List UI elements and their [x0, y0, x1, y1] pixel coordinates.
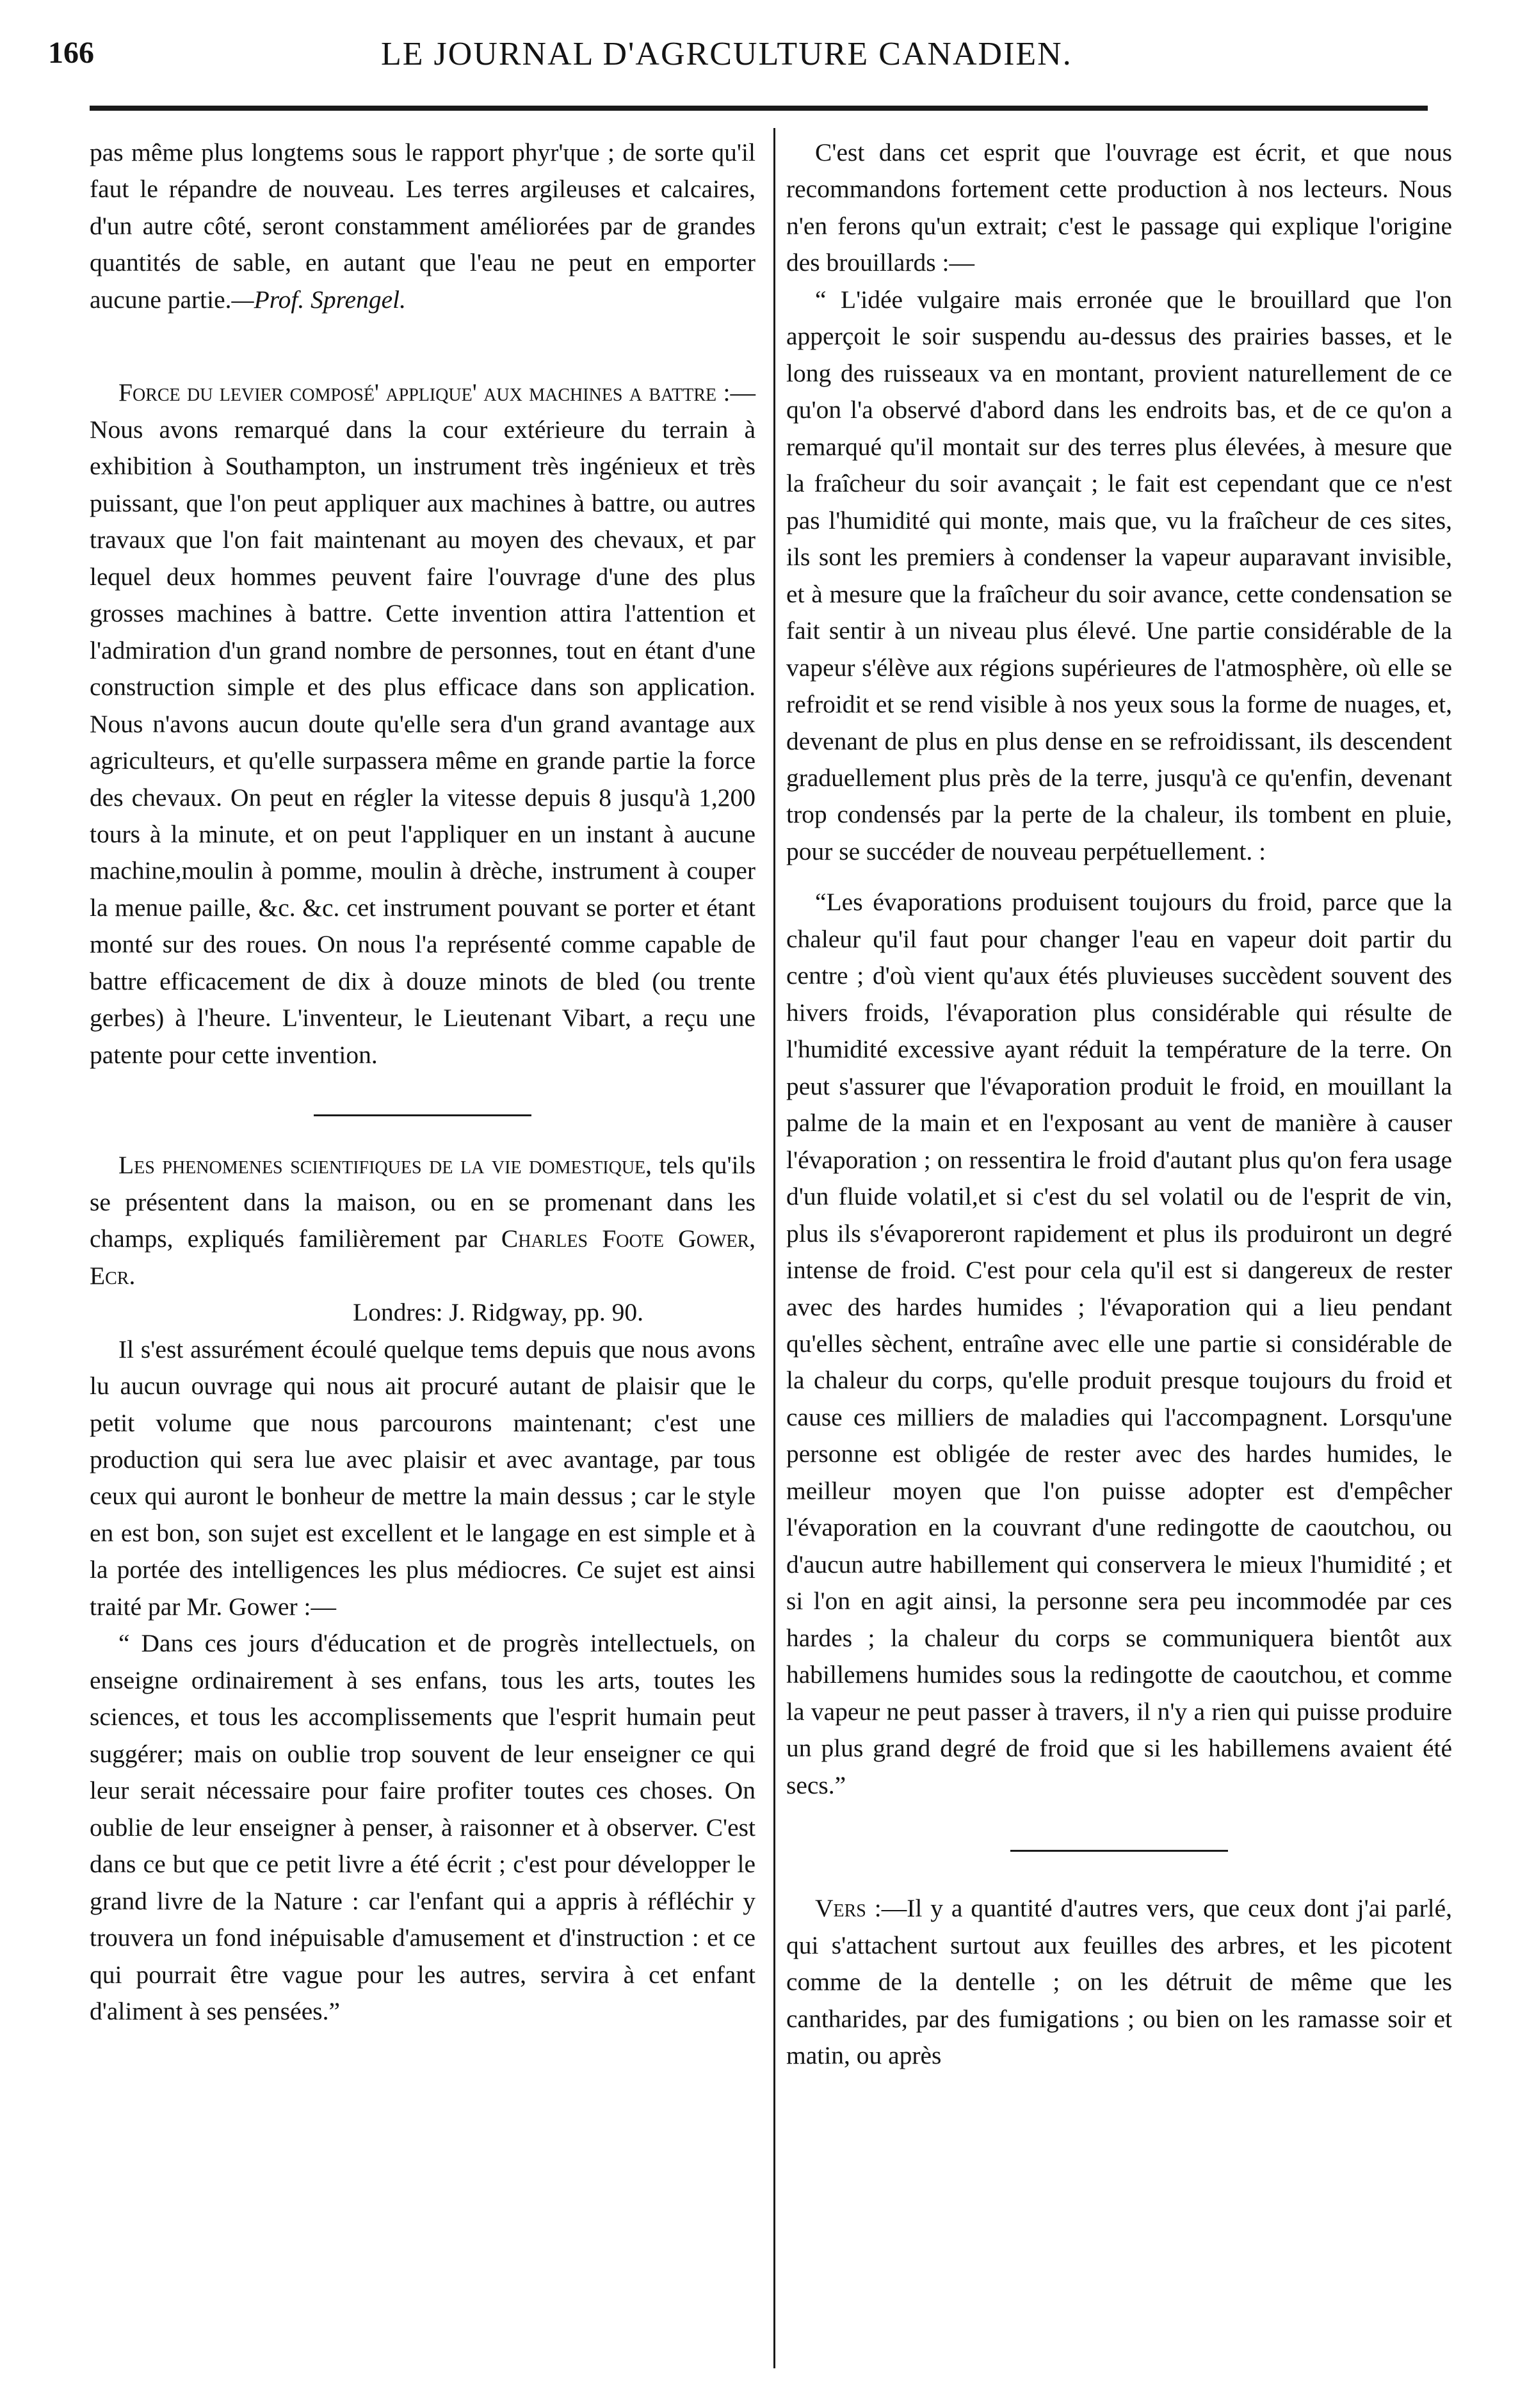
phenomena-quote: “ Dans ces jours d'éducation et de progrès intellectuels, on enseigne ordinairement à ses enfans, tous les arts, toutes les sciences, et tous les accomplissements que l'esprit humain peut suggérer; mais on oublie trop souvent de leur enseigner ce qui leur serait nécessaire pour faire profiter toutes ces choses. On oublie de leur enseigner à penser, à raisonner et à observer. C'est dans ce but que ce petit livre a été écrit ; c'est pour développer le grand livre de la Nature : car l'enfant qui a appris à réfléchir y trouvera un fond inépuisable d'amusement et d'instruction : et ce qui pourrait être vague pour les autres, servira à cet enfant d'aliment à ses pensées.” [90, 1629, 755, 2026]
section-separator [314, 1114, 531, 1116]
phenomena-paragraph-1: Il s'est assurément écoulé quelque tems depuis que nous avons lu aucun ouvrage qui nous ait procuré autant de plaisir que le petit volume que nous parcourons maintenant; c'est une production qui sera lue avec plaisir et avec avantage, par tous ceux qui auront le bonheur de mettre la main dessus ; car le style en est bon, son sujet est excellent et le langage en est simple et à la portée des intelligences les plus médiocres. Ce sujet est ainsi traité par Mr. Gower :— [90, 1335, 755, 1621]
attribution: —Prof. Sprengel. [231, 285, 406, 314]
right-column [786, 134, 1452, 2074]
column-divider [773, 128, 775, 2368]
header-rule [90, 106, 1428, 111]
article-thresher [90, 374, 755, 1073]
right-paragraph-fog: “ L'idée vulgaire mais erronée que le brouillard que l'on apperçoit le soir suspendu au-dessus des prairies basses, et le long des ruisseaux va en montant, provient naturellement de ce qu'on l'a observé d'abord dans les endroits bas, et de ce qu'on a remarqué qu'il montait sur des terres plus élevées, à mesure que la fraîcheur du soir avançait ; le fait est cependant que ce n'est pas l'humidité qui monte, mais que, vu la fraîcheur de ces sites, ils sont les premiers à condenser la vapeur auparavant invisible, et à mesure que la fraîcheur du soir avance, cette condensation se fait sentir à un niveau plus élevé. Une partie considérable de la vapeur s'élève aux régions supérieures de l'atmosphère, où elle se refroidit et se rend visible à nos yeux sous la forme de nuages, et, devenant de plus en plus dense en se refroidissant, ils descendent graduellement plus près de la terre, jusqu'à ce qu'enfin, devenant trop condensés par la perte de la chaleur, ils tombent en pluie, pour se succéder de nouveau perpétuellement. : [786, 285, 1452, 865]
publication-info: Londres: J. Ridgway, pp. 90. [353, 1298, 643, 1327]
phenomena-heading: Les phenomenes scientifiques de la vie domestique [118, 1151, 646, 1180]
running-title: LE JOURNAL D'AGRCULTURE CANADIEN. [381, 36, 1072, 72]
thresher-body: :—Nous avons remarqué dans la cour extérieure du terrain à exhibition à Southampton, un instrument très ingénieux et très puissant, que l'on peut appliquer aux machines à battre, ou autres travaux que l'on fait maintenant au moyen des chevaux, et par lequel deux hommes peuvent faire l'ouvrage d'une des plus grosses machines à battre. Cette invention attira l'attention et l'admiration d'un grand nombre de personnes, tout en étant d'une construction simple et des plus efficace dans son application. Nous n'avons aucun doute qu'elle sera d'un grand avantage aux agriculteurs, et qu'elle surpassera même en grande partie la force des chevaux. On peut en régler la vitesse depuis 8 jusqu'à 1,200 tours à la minute, et on peut l'appliquer en un instant à aucune machine,moulin à pomme, moulin à drèche, instrument à couper la menue paille, &c. &c. cet instrument pouvant se porter et étant monté sur des roues. On nous l'a représenté comme capable de battre efficacement de dix à douze minots de bled (ou trente gerbes) à l'heure. L'inventeur, le Lieutenant Vibart, a reçu une patente pour cette invention. [90, 378, 755, 1069]
continued-text: pas même plus longtems sous le rapport phyr'ɥue ; de sorte qu'il faut le répandre de nouveau. Les terres argileuses et calcaires, d'un autre côté, seront constamment améliorées par de grandes quantités de sable, en autant que l'eau ne peut en emporter aucune partie. [90, 138, 755, 314]
right-paragraph-1: C'est dans cet esprit que l'ouvrage est écrit, et que nous recommandons fortement cette production à nos lecteurs. Nous n'en ferons qu'un extrait; c'est le passage qui explique l'origine des brouillards :— [786, 138, 1452, 277]
phenomena-intro: , tels qu'ils se présentent dans la maison, ou en se promenant dans les champs, expliqués familièrement par [90, 1151, 755, 1253]
vers-heading: Vers [815, 1894, 866, 1923]
page-header [48, 35, 1431, 86]
thresher-heading: Force du levier composé' applique' aux machines a battre [118, 378, 717, 407]
phenomena-author: Charles Foote Gower, Ecr. [90, 1224, 756, 1290]
continued-paragraph [90, 134, 755, 318]
page-number: 166 [48, 36, 94, 70]
article-phenomena [90, 1147, 755, 1294]
left-column [90, 134, 755, 2030]
section-separator-right [1010, 1850, 1228, 1852]
article-vers [786, 1890, 1452, 2074]
right-paragraph-evaporation: “Les évaporations produisent toujours du froid, parce que la chaleur qu'il faut pour changer l'eau en vapeur doit partir du centre ; d'où vient qu'aux étés pluvieuses succèdent souvent des hivers froids, l'évaporation plus considérable qui résulte de l'humidité excessive ayant réduit la température de la terre. On peut s'assurer que l'évaporation produit le froid, en mouillant la palme de la main et en l'exposant au vent de manière à causer l'évaporation ; on ressentira le froid d'autant plus qu'on fera usage d'un fluide volatil,et si c'est du sel volatil ou de l'esprit de vin, plus ils s'évaporeront rapidement et plus ils produiront un degré intense de froid. C'est pour cela qu'il est si dangereux de rester avec des hardes humides ; l'évaporation qui a lieu pendant qu'elles sèchent, entraîne avec elle une partie si considérable de la chaleur du corps, qu'elle produit presque toujours du froid et cause ces milliers de maladies qui l'accompagnent. Lorsqu'une personne est obligée de rester avec des hardes humides, le meilleur moyen que l'on puisse adopter est d'empêcher l'évaporation en la couvrant d'une redingotte de caoutchou, ou d'aucun autre habillement qui conservera le mieux l'humidité ; et si l'on en agit ainsi, la personne sera peu incommodée par ces hardes ; la chaleur du corps se communiquera bientôt aux habillemens humides sous la redingotte de caoutchou, et comme la vapeur ne peut passer à travers, il n'y a rien qui puisse produire un plus grand degré de froid que si les habillemens avaient été secs.” [786, 888, 1452, 1799]
vers-body: :—Il y a quantité d'autres vers, que ceux dont j'ai parlé, qui s'attachent surtout aux feuilles des arbres, et les picotent comme de la dentelle ; on les détruit de même que les cantharides, par des fumigations ; ou bien on les ramasse soir et matin, ou après [786, 1894, 1452, 2069]
